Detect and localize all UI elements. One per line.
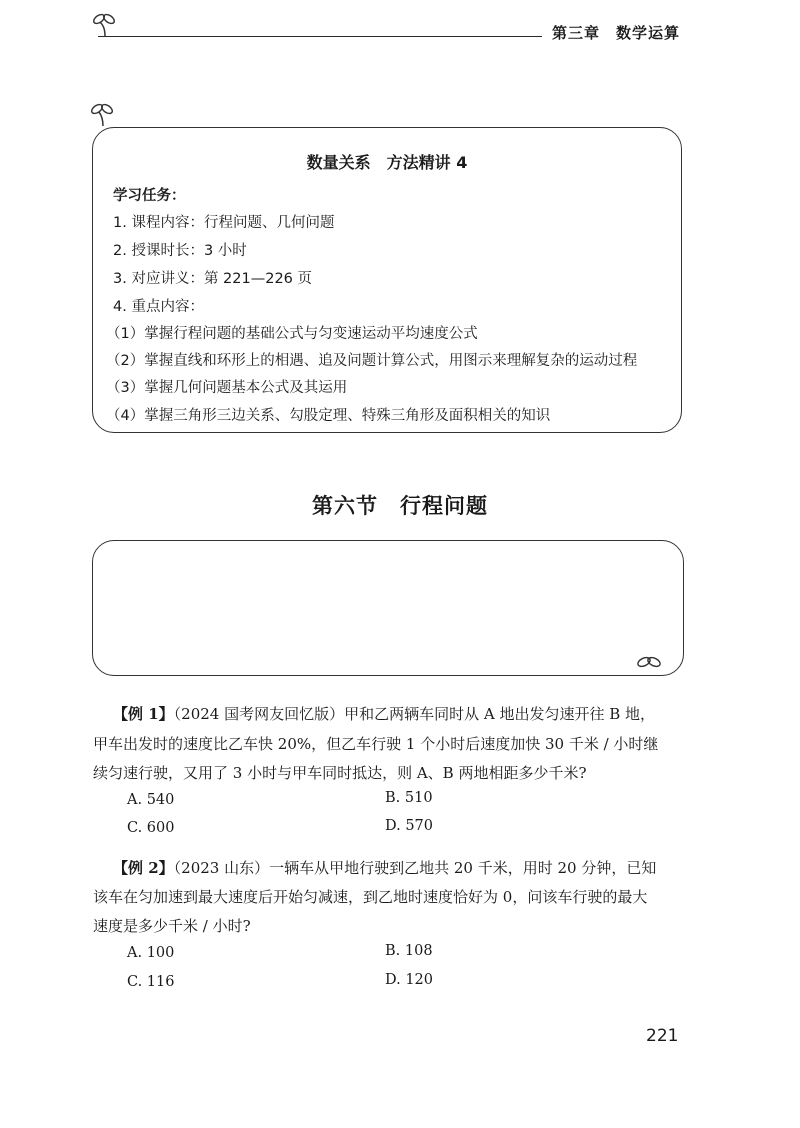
task-item: 2. 授课时长：3 小时 (113, 243, 247, 259)
task-item: 1. 课程内容：行程问题、几何问题 (113, 215, 335, 231)
example-2-line-2: 该车在匀加速到最大速度后开始匀减速，到乙地时速度恰好为 0，问该车行驶的最大 (93, 888, 648, 906)
task-item: （3）掌握几何问题基本公式及其运用 (106, 380, 348, 396)
example-2-option-d: D. 120 (385, 972, 434, 988)
example-2-option-b: B. 108 (385, 943, 433, 959)
example-2-option-a: A. 100 (127, 945, 175, 961)
page-number: 221 (646, 1026, 679, 1046)
example-1-line-1 (113, 703, 655, 724)
task-item: （1）掌握行程问题的基础公式与匀变速运动平均速度公式 (106, 326, 478, 342)
note-box (92, 540, 684, 676)
task-item: （2）掌握直线和环形上的相遇、追及问题计算公式，用图示来理解复杂的运动过程 (106, 353, 638, 369)
task-item: 4. 重点内容： (113, 299, 204, 315)
example-1-text: （2024 国考网友回忆版）甲和乙两辆车同时从 A 地出发匀速开往 B 地， (173, 705, 656, 723)
task-box-title: 数量关系 方法精讲 4 (306, 153, 468, 172)
task-item: 3. 对应讲义：第 221—226 页 (113, 271, 313, 287)
example-2-line-3: 速度是多少千米 / 小时? (93, 917, 251, 935)
example-2-line-1 (113, 857, 656, 878)
chapter-title: 第三章 数学运算 (552, 24, 681, 42)
example-1-option-a: A. 540 (127, 792, 175, 808)
example-1-line-3: 续匀速行驶，又用了 3 小时与甲车同时抵达，则 A、B 两地相距多少千米? (93, 764, 587, 782)
example-1-tag: 【例 1】 (113, 705, 174, 723)
task-item: （4）掌握三角形三边关系、勾股定理、特殊三角形及面积相关的知识 (106, 408, 551, 424)
sprout-icon (90, 102, 116, 126)
task-label: 学习任务： (113, 188, 186, 204)
example-1-option-b: B. 510 (385, 790, 433, 806)
sprout-icon (92, 12, 118, 38)
example-1-option-d: D. 570 (385, 818, 434, 834)
example-2-tag: 【例 2】 (113, 859, 174, 877)
example-2-option-c: C. 116 (127, 974, 175, 990)
leaf-icon (636, 654, 662, 670)
section-title: 第六节 行程问题 (312, 493, 488, 518)
example-1-option-c: C. 600 (127, 820, 175, 836)
example-1-line-2: 甲车出发时的速度比乙车快 20%，但乙车行驶 1 个小时后速度加快 30 千米 / 小时继 (93, 735, 659, 753)
example-2-text: （2023 山东）一辆车从甲地行驶到乙地共 20 千米，用时 20 分钟，已知 (173, 859, 657, 877)
header-rule (98, 36, 542, 37)
